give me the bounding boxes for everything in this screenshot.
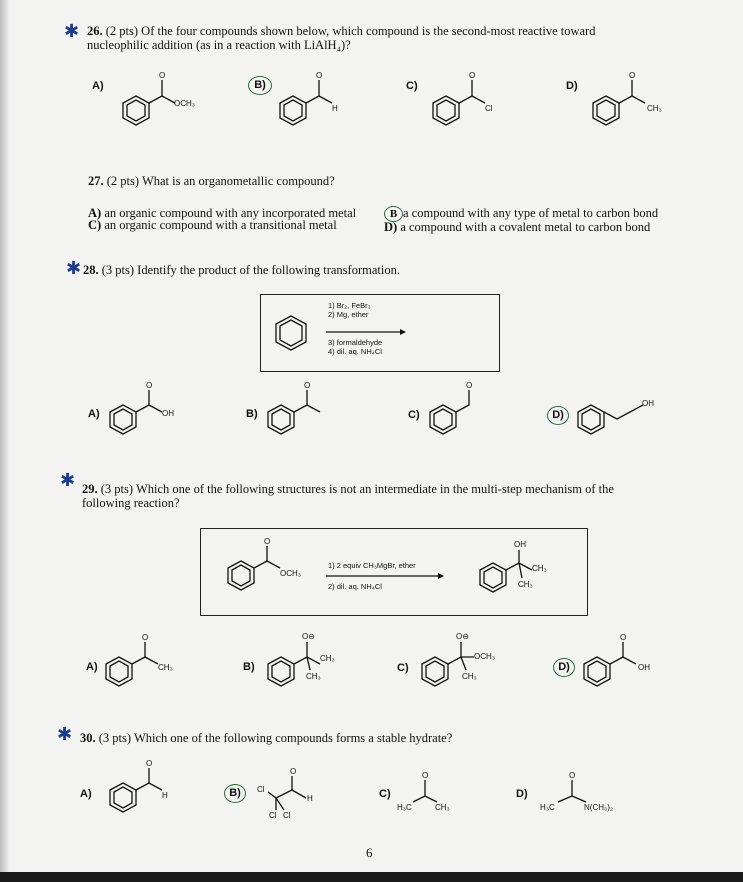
svg-text:O: O [159, 71, 166, 80]
q29-product-ch3-b: CH₃ [518, 580, 533, 589]
q30-c-ch3: CH₃ [435, 803, 450, 812]
q30-points: (3 pts) [98, 731, 132, 745]
scan-edge-shadow [0, 0, 10, 882]
q29-points: (3 pts) [100, 482, 134, 496]
svg-text:O: O [316, 71, 323, 80]
svg-text:O: O [422, 771, 429, 780]
q29-reagent-1: 1) 2 equiv CH₃MgBr, ether [328, 561, 416, 570]
q29-text-line1: Which one of the following structures is not an intermediate in the multi-step mechanism of the [135, 482, 614, 496]
q26-d-group: CH₃ [647, 104, 662, 113]
q29-structure-b[interactable] [262, 630, 362, 694]
q26-option-c-label[interactable]: C) [406, 80, 418, 92]
q29-reactant-ester [222, 538, 322, 598]
svg-text:O: O [304, 381, 311, 390]
q26-text-line1: Of the four compounds shown below, which compound is the second-most reactive toward [141, 24, 596, 38]
q30-b-h: H [307, 794, 313, 803]
q26-b-group: H [332, 104, 338, 113]
q30-number: 30. [80, 731, 96, 745]
q28-reagent-1: 1) Br₂, FeBr₃ [328, 301, 371, 310]
q28-number: 28. [83, 263, 99, 277]
svg-text:O: O [466, 381, 473, 390]
scan-bottom-edge [0, 872, 743, 882]
q26-structure-b-aldehyde[interactable] [270, 68, 370, 138]
q29-option-a-label[interactable]: A) [86, 661, 98, 673]
svg-text:O: O [629, 71, 636, 80]
q27-option-c[interactable] [88, 218, 337, 232]
q27-option-c-text: an organic compound with a transitional metal [104, 218, 337, 232]
q27-text: What is an organometallic compound? [141, 174, 335, 188]
q30-text: Which one of the following compounds forms a stable hydrate? [133, 731, 453, 745]
q29-option-b-label[interactable]: B) [243, 661, 255, 673]
star-mark-q26: ✱ [64, 21, 80, 42]
q26-points: (2 pts) [105, 24, 139, 38]
q30-a-oxygen: O [146, 759, 153, 768]
svg-text:O: O [142, 633, 149, 642]
q28-reagent-2: 2) Mg, ether [328, 310, 369, 319]
question-29 [82, 482, 682, 510]
q30-b-cl-2: Cl [269, 811, 277, 820]
q29-product-oh: OH [514, 540, 526, 549]
q29-structure-c[interactable] [416, 630, 526, 694]
q30-b-cl-1: Cl [257, 785, 265, 794]
q29-option-c-label[interactable]: C) [397, 662, 409, 674]
svg-text:O: O [264, 537, 271, 546]
q30-option-d-label[interactable]: D) [516, 788, 528, 800]
q27-points: (2 pts) [106, 174, 140, 188]
q30-option-c-label[interactable]: C) [379, 788, 391, 800]
q28-structure-b[interactable] [262, 382, 362, 442]
page-number: 6 [366, 845, 373, 860]
q27-option-a-label: A) [88, 206, 102, 220]
q28-a-group: OH [162, 409, 174, 418]
q29-b-oxide: O⊖ [302, 632, 315, 641]
svg-text:O: O [620, 633, 627, 642]
q28-option-d-label[interactable]: D) [547, 406, 569, 425]
q29-reaction-arrow [326, 572, 444, 580]
q28-points: (3 pts) [101, 263, 135, 277]
q28-option-b-label[interactable]: B) [246, 408, 258, 420]
q28-reaction-arrow [326, 328, 406, 336]
q28-reagent-3: 3) formaldehyde [328, 338, 383, 347]
svg-text:O: O [569, 771, 576, 780]
svg-text:O: O [146, 381, 153, 390]
q27-number: 27. [88, 174, 104, 188]
q26-structure-c-acid-chloride[interactable] [425, 68, 525, 138]
q28-d-group: OH [642, 399, 654, 408]
q27-option-d-text: a compound with a covalent metal to carbon bond [400, 220, 651, 234]
star-mark-q28: ✱ [66, 258, 82, 279]
star-mark-q30: ✱ [57, 724, 73, 745]
q27-option-c-label: C) [88, 218, 102, 232]
q28-option-c-label[interactable]: C) [408, 409, 420, 421]
q29-c-ch3: CH₃ [462, 672, 477, 681]
q29-option-d-label[interactable]: D) [553, 658, 575, 677]
q29-number: 29. [82, 482, 98, 496]
q30-option-b-label[interactable]: B) [224, 784, 246, 803]
q29-reagent-2: 2) dil. aq. NH₄Cl [328, 582, 382, 591]
q29-structure-a[interactable] [100, 634, 200, 694]
q29-c-och3: OCH₃ [474, 652, 496, 661]
q30-structure-c[interactable] [395, 768, 475, 818]
q29-product-ch3-a: CH₃ [532, 564, 547, 573]
q29-b-ch3-b: CH₃ [306, 672, 321, 681]
q30-structure-b[interactable] [250, 760, 340, 820]
question-28 [83, 263, 400, 277]
q30-structure-a[interactable] [104, 760, 204, 820]
q30-d-h3c: H₃C [540, 803, 555, 812]
q29-reactant-group: OCH₃ [280, 569, 302, 578]
q28-structure-c[interactable] [424, 382, 524, 442]
q26-structure-a-ester[interactable] [108, 68, 208, 138]
q26-c-group: Cl [485, 104, 493, 113]
q26-text-line2: nucleophilic addition (as in a reaction with LiAlH₄)? [87, 38, 351, 52]
question-30 [80, 731, 452, 745]
q29-a-group: CH₃ [158, 663, 173, 672]
q30-option-a-label[interactable]: A) [80, 788, 92, 800]
q29-d-group: OH [638, 663, 650, 672]
q26-number: 26. [87, 24, 103, 38]
q26-option-b-label[interactable]: B) [248, 76, 272, 95]
q27-option-d[interactable] [384, 220, 650, 234]
q29-structure-d[interactable] [578, 634, 678, 694]
q30-c-h3c: H₃C [397, 803, 412, 812]
q28-reagents-lower [328, 338, 382, 356]
q27-option-b-text: a compound with any type of metal to carbon bond [403, 206, 659, 220]
q28-benzene-reactant [268, 306, 328, 366]
q30-d-nme2: N(CH₃)₂ [584, 803, 614, 812]
q29-b-ch3-a: CH₃ [320, 654, 335, 663]
q28-structure-d[interactable] [572, 382, 672, 442]
q26-option-a-label[interactable]: A) [92, 80, 104, 92]
q27-option-d-label: D) [384, 220, 398, 234]
q28-text: Identify the product of the following transformation. [137, 263, 400, 277]
q26-structure-d-ketone[interactable] [585, 68, 685, 138]
q28-reagents [328, 301, 371, 319]
q27-option-a-text: an organic compound with any incorporated metal [104, 206, 357, 220]
star-mark-q29: ✱ [60, 470, 76, 491]
question-27 [88, 174, 335, 188]
svg-text:O: O [469, 71, 476, 80]
q28-reagent-4: 4) dil. aq. NH₄Cl [328, 347, 382, 356]
question-26 [87, 24, 687, 52]
q27-option-b-label: B [384, 206, 403, 222]
q29-text-line2: following reaction? [82, 496, 180, 510]
q29-product-alcohol [474, 538, 574, 608]
q28-structure-a[interactable] [104, 382, 204, 442]
q28-option-a-label[interactable]: A) [88, 408, 100, 420]
q26-option-d-label[interactable]: D) [566, 80, 578, 92]
svg-text:O: O [290, 767, 297, 776]
q26-a-group: OCH₃ [174, 99, 196, 108]
q30-a-h: H [162, 791, 168, 800]
q30-b-cl-3: Cl [283, 811, 291, 820]
q30-structure-d[interactable] [538, 768, 648, 818]
q29-c-oxide: O⊖ [456, 632, 469, 641]
